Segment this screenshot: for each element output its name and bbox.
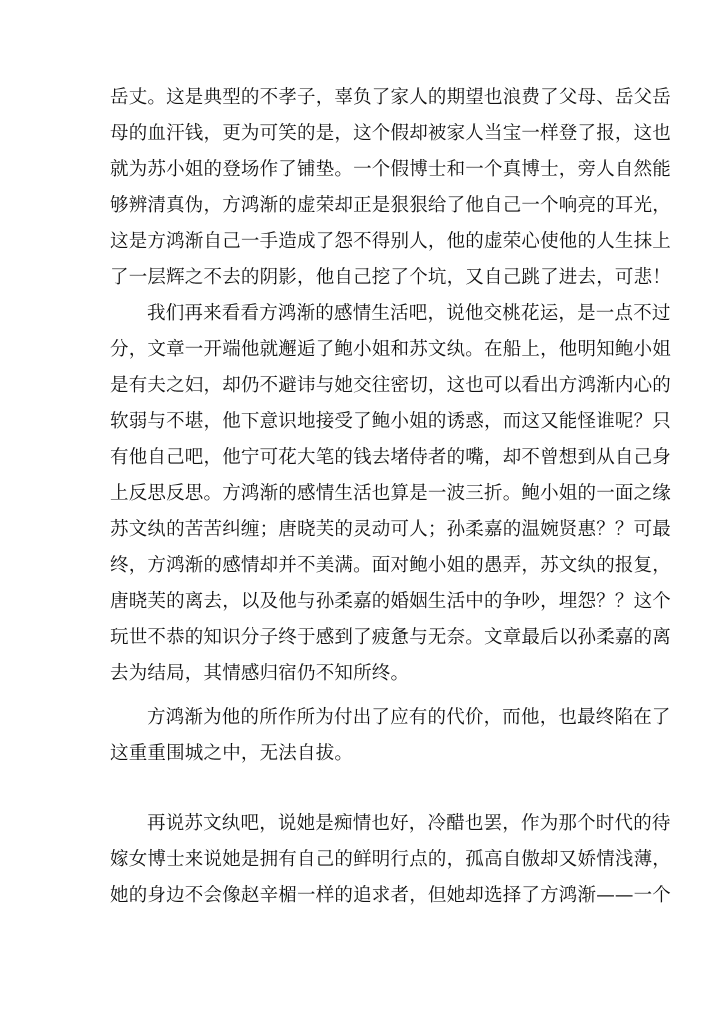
paragraph-line: 再说苏文纨吧，说她是痴情也好，冷醋也罢，作为那个时代的待 <box>147 813 671 834</box>
paragraph-line: 了一层辉之不去的阴影，他自己挖了个坑，又自己跳了进去，可悲！ <box>110 267 672 288</box>
paragraph-line: 唐晓芙的离去，以及他与孙柔嘉的婚姻生活中的争吵，埋怨？？这个 <box>110 591 672 612</box>
paragraph-line: 够辨清真伪，方鸿渐的虚荣却正是狠狠给了他自己一个响亮的耳光， <box>110 195 672 216</box>
paragraph-line: 这是方鸿渐自己一手造成了怨不得别人，他的虚荣心使他的人生抹上 <box>110 231 672 252</box>
paragraph-line: 苏文纨的苦苦纠缠；唐晓芙的灵动可人；孙柔嘉的温婉贤惠？？可最 <box>110 519 672 540</box>
paragraph-line: 嫁女博士来说她是拥有自己的鲜明行点的，孤高自傲却又娇情浅薄， <box>110 849 672 870</box>
paragraph-3 <box>110 700 671 772</box>
paragraph-line: 我们再来看看方鸿渐的感情生活吧，说他交桃花运，是一点不过 <box>147 303 671 324</box>
paragraph-line: 方鸿渐为他的所作所为付出了应有的代价，而他，也最终陷在了 <box>147 707 671 728</box>
paragraph-line: 软弱与不堪，他下意识地接受了鲍小姐的诱惑，而这又能怪谁呢？只 <box>110 411 672 432</box>
paragraph-line: 玩世不恭的知识分子终于感到了疲惫与无奈。文章最后以孙柔嘉的离 <box>110 627 672 648</box>
paragraph-line: 母的血汗钱，更为可笑的是，这个假却被家人当宝一样登了报，这也 <box>110 123 672 144</box>
paragraph-line: 是有夫之妇，却仍不避讳与她交往密切，这也可以看出方鸿渐内心的 <box>110 375 672 396</box>
paragraph-line: 岳丈。这是典型的不孝子，辜负了家人的期望也浪费了父母、岳父岳 <box>110 87 672 108</box>
paragraph-line: 她的身边不会像赵辛楣一样的追求者，但她却选择了方鸿渐——一个 <box>110 885 672 906</box>
paragraph-4 <box>110 806 672 914</box>
paragraph-line: 终，方鸿渐的感情却并不美满。面对鲍小姐的愚弄，苏文纨的报复， <box>110 555 672 576</box>
paragraph-line: 上反思反思。方鸿渐的感情生活也算是一波三折。鲍小姐的一面之缘 <box>110 483 672 504</box>
paragraph-line: 有他自己吧，他宁可花大笔的钱去堵侍者的嘴，却不曾想到从自己身 <box>110 447 672 468</box>
paragraph-line: 就为苏小姐的登场作了铺垫。一个假博士和一个真博士，旁人自然能 <box>110 159 672 180</box>
paragraph-2 <box>110 296 672 692</box>
paragraph-line: 这重重围城之中，无法自拔。 <box>110 743 354 764</box>
paragraph-line: 去为结局，其情感归宿仍不知所终。 <box>110 663 410 684</box>
paragraph-1 <box>110 80 672 296</box>
paragraph-line: 分，文章一开端他就邂逅了鲍小姐和苏文纨。在船上，他明知鲍小姐 <box>110 339 672 360</box>
